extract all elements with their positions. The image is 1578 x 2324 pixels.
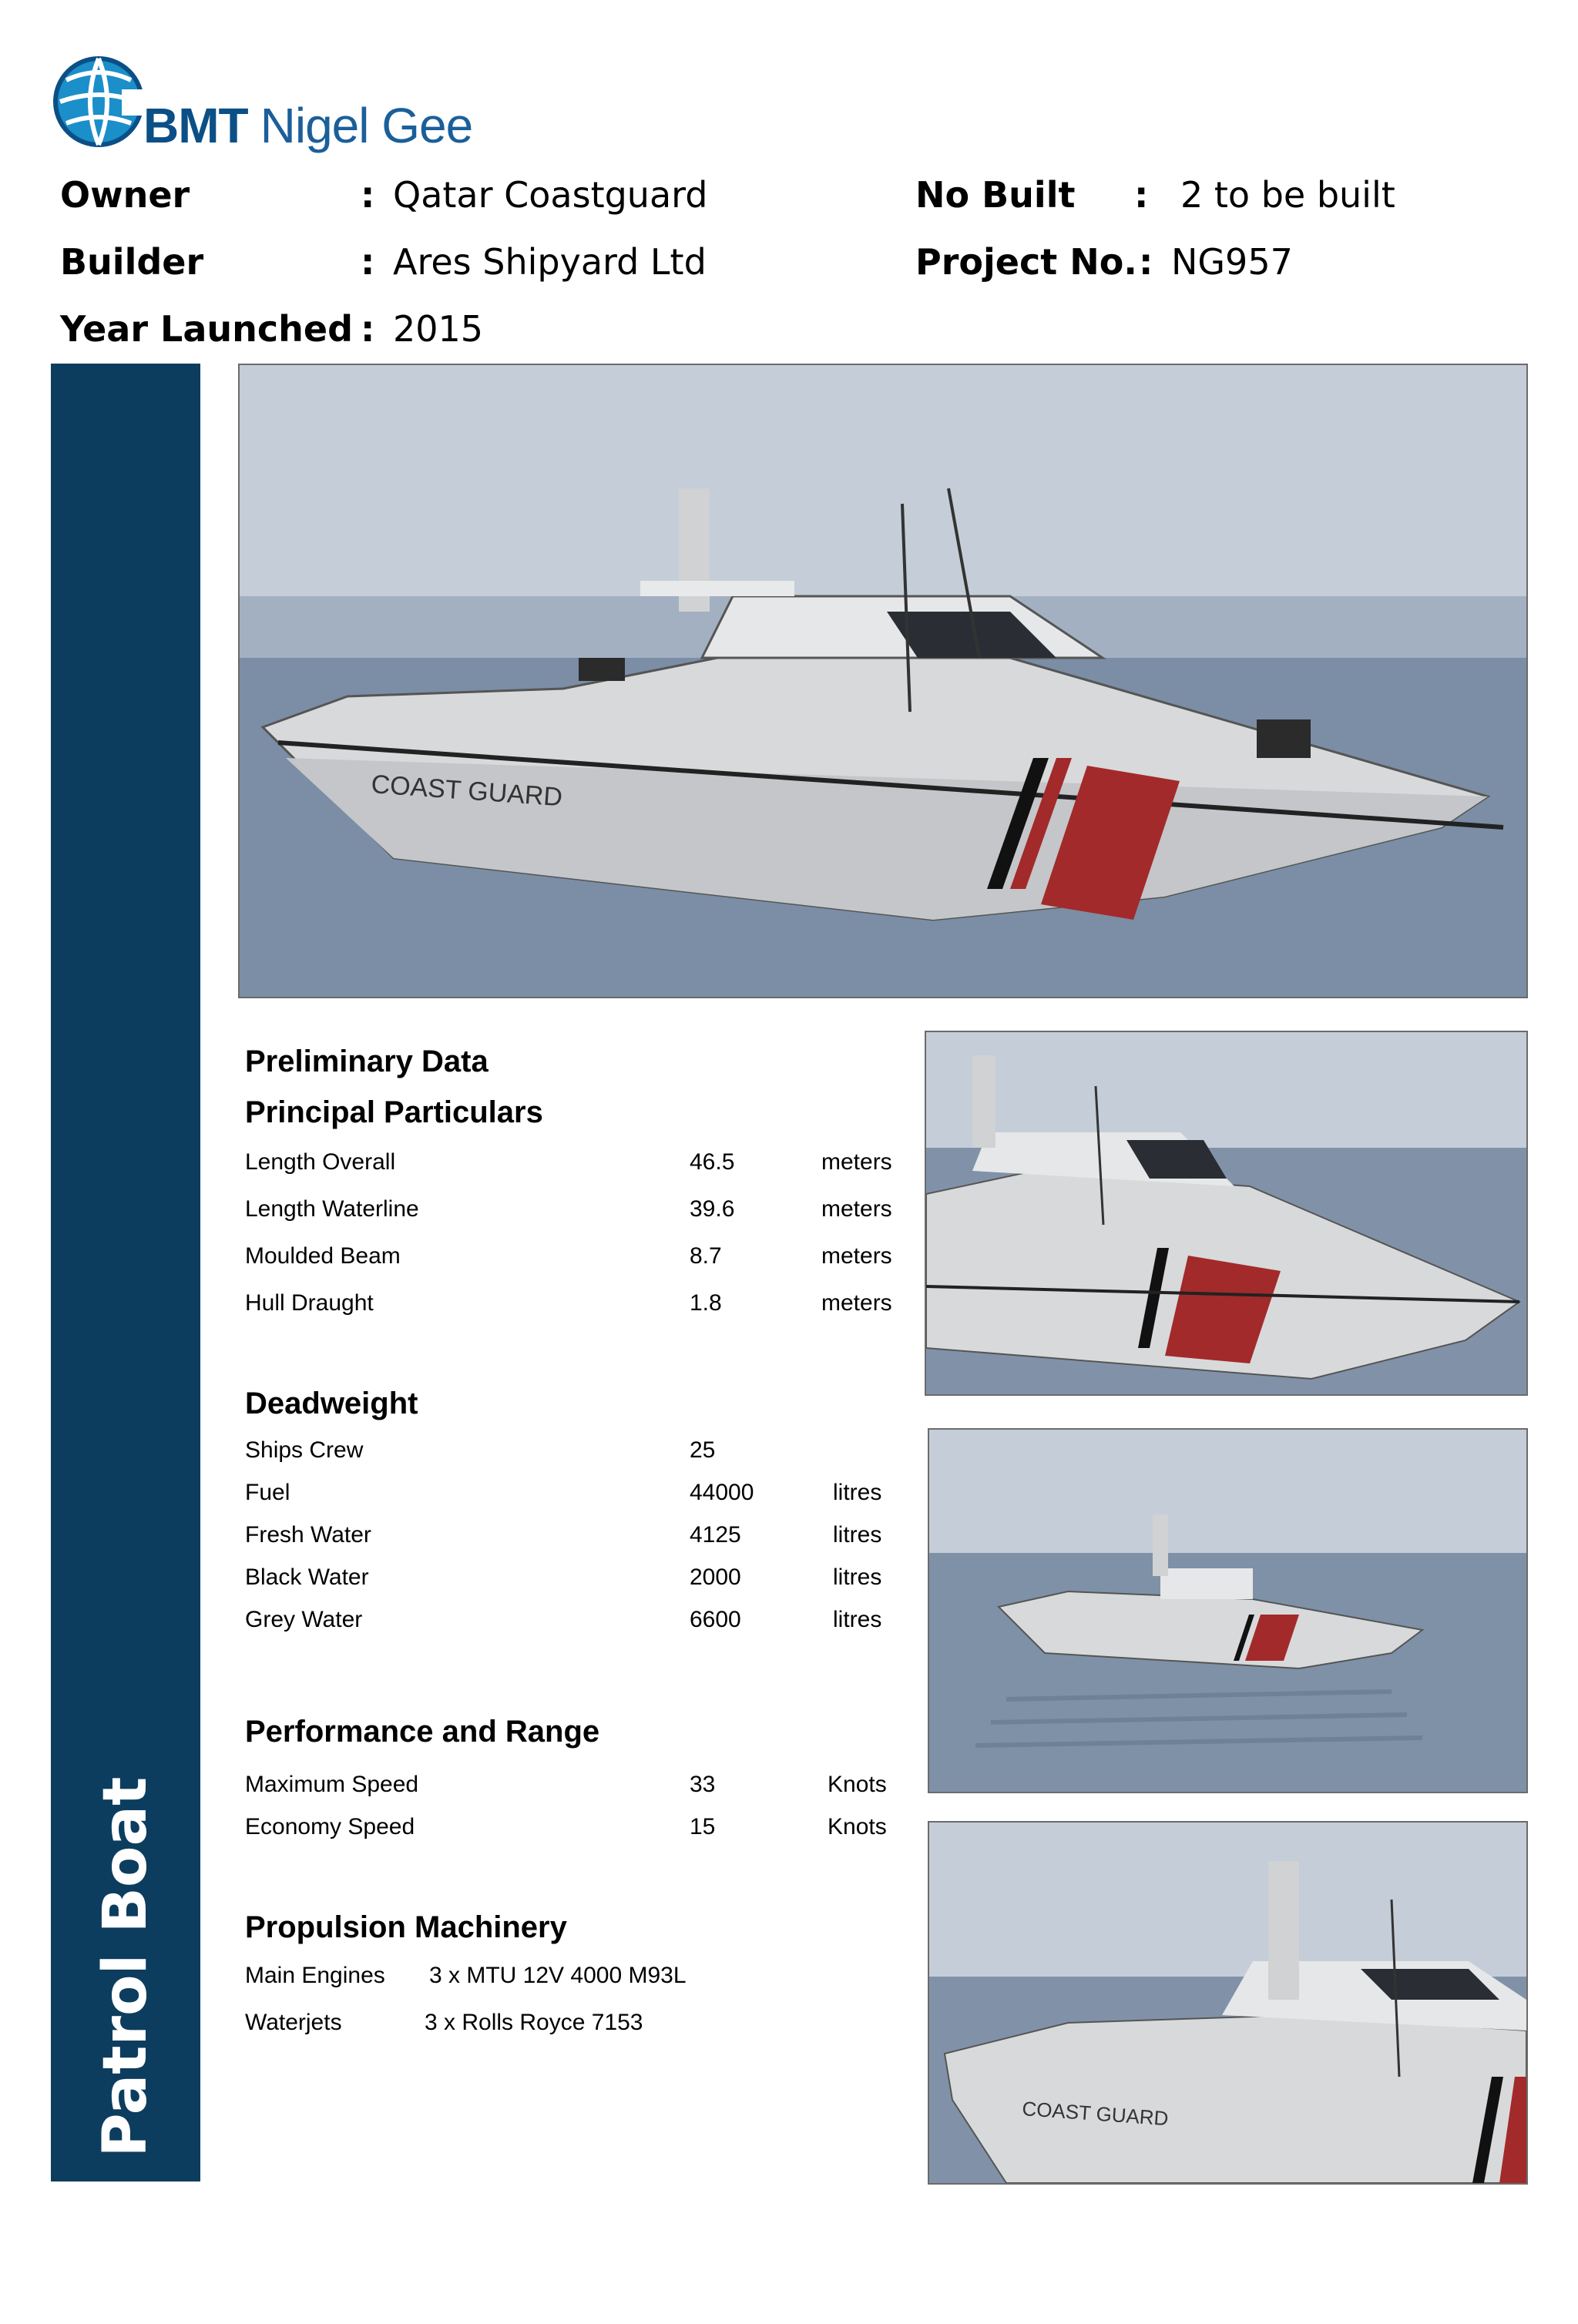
hull-marking-stern: COAST GUARD bbox=[1021, 2097, 1170, 2131]
builder-colon: : bbox=[361, 241, 375, 283]
company-logo bbox=[51, 49, 513, 157]
spec-label: Economy Speed bbox=[245, 1814, 415, 1839]
spec-label: Moulded Beam bbox=[245, 1243, 401, 1269]
spec-value: 2000 bbox=[690, 1564, 741, 1590]
built-colon: : bbox=[1134, 174, 1149, 216]
spec-label: Fresh Water bbox=[245, 1522, 371, 1548]
spec-unit: Knots bbox=[828, 1814, 887, 1839]
spec-unit: meters bbox=[821, 1290, 892, 1316]
spec-label: Length Overall bbox=[245, 1149, 396, 1175]
year-colon: : bbox=[361, 308, 375, 350]
spec-value: 8.7 bbox=[690, 1243, 722, 1269]
performance-heading: Performance and Range bbox=[245, 1715, 600, 1749]
year-label: Year Launched bbox=[60, 308, 354, 350]
spec-label: Hull Draught bbox=[245, 1290, 374, 1316]
builder-value: Ares Shipyard Ltd bbox=[393, 241, 707, 283]
spec-value: 3 x Rolls Royce 7153 bbox=[425, 2010, 643, 2035]
spec-value: 4125 bbox=[690, 1522, 741, 1548]
spec-label: Length Waterline bbox=[245, 1196, 419, 1222]
spec-value: 44000 bbox=[690, 1480, 754, 1505]
boat-render-bow bbox=[925, 1031, 1528, 1396]
logo-wordmark bbox=[143, 97, 472, 154]
spec-unit: meters bbox=[821, 1243, 892, 1269]
spec-value: 25 bbox=[690, 1437, 716, 1463]
spec-value: 33 bbox=[690, 1772, 716, 1797]
owner-label: Owner bbox=[60, 174, 190, 216]
preliminary-heading: Preliminary Data bbox=[245, 1045, 489, 1078]
project-value: NG957 bbox=[1171, 241, 1293, 283]
principal-heading: Principal Particulars bbox=[245, 1095, 543, 1129]
logo-name: Nigel Gee bbox=[260, 98, 473, 153]
spec-value: 46.5 bbox=[690, 1149, 735, 1175]
spec-unit: meters bbox=[821, 1196, 892, 1222]
spec-value: 1.8 bbox=[690, 1290, 722, 1316]
spec-label: Waterjets bbox=[245, 2010, 342, 2035]
spec-value: 6600 bbox=[690, 1607, 741, 1632]
spec-unit: litres bbox=[833, 1564, 882, 1590]
hull-marking: COAST GUARD bbox=[370, 770, 564, 813]
side-band bbox=[51, 364, 200, 2324]
spec-label: Grey Water bbox=[245, 1607, 363, 1632]
deadweight-heading: Deadweight bbox=[245, 1387, 418, 1420]
logo-brand: BMT bbox=[143, 98, 248, 153]
side-title: 46m Patrol Boat bbox=[91, 1776, 160, 2324]
spec-unit: Knots bbox=[828, 1772, 887, 1797]
owner-colon: : bbox=[361, 174, 375, 216]
spec-value: 3 x MTU 12V 4000 M93L bbox=[429, 1963, 687, 1988]
spec-label: Ships Crew bbox=[245, 1437, 364, 1463]
boat-render-distance bbox=[928, 1428, 1528, 1793]
spec-unit: litres bbox=[833, 1522, 882, 1548]
spec-value: 15 bbox=[690, 1814, 716, 1839]
owner-value: Qatar Coastguard bbox=[393, 174, 708, 216]
built-value: 2 to be built bbox=[1180, 174, 1395, 216]
spec-label: Fuel bbox=[245, 1480, 290, 1505]
spec-label: Maximum Speed bbox=[245, 1772, 419, 1797]
spec-unit: litres bbox=[833, 1480, 882, 1505]
spec-value: 39.6 bbox=[690, 1196, 735, 1222]
globe-logo-icon bbox=[51, 49, 159, 157]
year-value: 2015 bbox=[393, 308, 484, 350]
spec-unit: meters bbox=[821, 1149, 892, 1175]
propulsion-heading: Propulsion Machinery bbox=[245, 1910, 567, 1944]
main-boat-render bbox=[238, 364, 1528, 998]
builder-label: Builder bbox=[60, 241, 204, 283]
spec-label: Black Water bbox=[245, 1564, 369, 1590]
spec-label: Main Engines bbox=[245, 1963, 385, 1988]
project-colon: : bbox=[1139, 241, 1153, 283]
boat-render-stern bbox=[928, 1821, 1528, 2185]
built-label: No Built bbox=[915, 174, 1076, 216]
project-label: Project No. bbox=[915, 241, 1137, 283]
spec-unit: litres bbox=[833, 1607, 882, 1632]
